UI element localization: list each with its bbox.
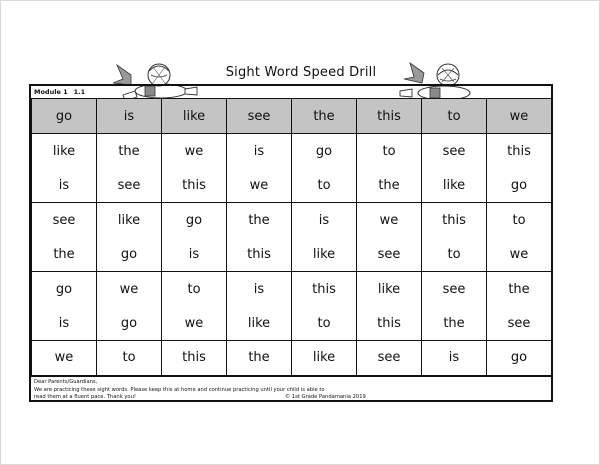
word-row [32, 168, 552, 203]
copyright-text: © 1st Grade Pandamania 2019 [285, 394, 366, 400]
word-cell: go [32, 99, 97, 134]
word-cell: to [487, 203, 552, 238]
word-cell: we [487, 99, 552, 134]
word-row [32, 134, 552, 169]
module-header [31, 86, 551, 99]
word-cell: the [292, 99, 357, 134]
word-cell: this [357, 99, 422, 134]
word-cell: we [32, 341, 97, 376]
parent-note [31, 376, 551, 402]
word-cell: go [487, 341, 552, 376]
word-cell: is [422, 341, 487, 376]
word-cell: we [162, 134, 227, 169]
word-row [32, 237, 552, 272]
word-cell: the [32, 237, 97, 272]
word-row [32, 203, 552, 238]
word-row [32, 99, 552, 134]
word-cell: this [422, 203, 487, 238]
word-cell: this [162, 168, 227, 203]
note-line-1: We are practicing these sight words. Please keep this at home and continue practicing until your child is able to [34, 386, 325, 393]
page-title: Sight Word Speed Drill [225, 65, 377, 80]
word-cell: is [227, 272, 292, 307]
word-cell: like [227, 306, 292, 341]
word-cell: we [97, 272, 162, 307]
word-cell: this [357, 306, 422, 341]
word-cell: this [292, 272, 357, 307]
word-cell: like [162, 99, 227, 134]
word-cell: go [292, 134, 357, 169]
word-cell: go [97, 306, 162, 341]
word-row [32, 341, 552, 376]
word-cell: the [357, 168, 422, 203]
word-cell: to [292, 306, 357, 341]
module-label: Module 1 [34, 88, 68, 96]
word-cell: is [292, 203, 357, 238]
word-cell: see [357, 237, 422, 272]
word-cell: this [162, 341, 227, 376]
word-cell: see [357, 341, 422, 376]
word-cell: the [227, 203, 292, 238]
word-cell: this [227, 237, 292, 272]
word-cell: see [422, 134, 487, 169]
word-cell: is [32, 168, 97, 203]
note-greeting: Dear Parents/Guardians, [34, 379, 98, 385]
word-drill-sheet [29, 84, 553, 402]
word-cell: we [487, 237, 552, 272]
word-cell: the [487, 272, 552, 307]
word-grid [31, 99, 552, 376]
word-cell: is [32, 306, 97, 341]
word-cell: we [357, 203, 422, 238]
word-cell: to [422, 99, 487, 134]
word-cell: see [422, 272, 487, 307]
word-cell: see [227, 99, 292, 134]
word-cell: like [97, 203, 162, 238]
word-cell: the [97, 134, 162, 169]
word-cell: is [97, 99, 162, 134]
word-cell: see [97, 168, 162, 203]
word-cell: see [32, 203, 97, 238]
word-cell: go [32, 272, 97, 307]
word-cell: is [162, 237, 227, 272]
word-cell: go [487, 168, 552, 203]
word-cell: go [162, 203, 227, 238]
word-cell: like [32, 134, 97, 169]
word-cell: the [227, 341, 292, 376]
word-cell: like [292, 341, 357, 376]
word-cell: like [422, 168, 487, 203]
word-cell: to [162, 272, 227, 307]
word-cell: we [162, 306, 227, 341]
word-cell: this [487, 134, 552, 169]
word-cell: to [422, 237, 487, 272]
module-number: 1.1 [73, 88, 86, 96]
word-row [32, 272, 552, 307]
word-cell: is [227, 134, 292, 169]
word-cell: to [357, 134, 422, 169]
word-cell: like [292, 237, 357, 272]
word-cell: we [227, 168, 292, 203]
word-row [32, 306, 552, 341]
word-cell: to [292, 168, 357, 203]
word-cell: see [487, 306, 552, 341]
word-cell: the [422, 306, 487, 341]
word-cell: like [357, 272, 422, 307]
word-cell: to [97, 341, 162, 376]
note-line-2: read them at a fluent pace. Thank you! [34, 394, 136, 400]
word-cell: go [97, 237, 162, 272]
